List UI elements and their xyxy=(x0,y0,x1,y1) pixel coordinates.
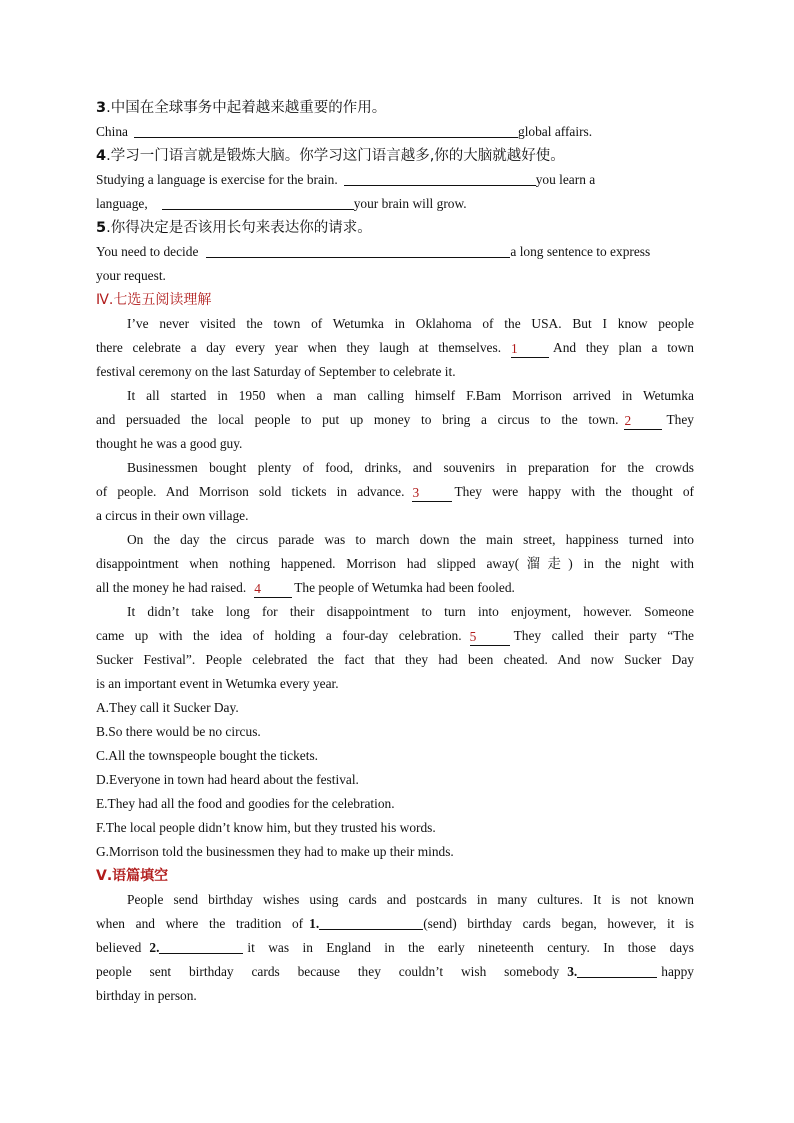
option-e: E.They had all the food and goodies for the celebration. xyxy=(96,796,395,811)
q5-chinese: 5.你得决定是否该用长句来表达你的请求。 xyxy=(96,220,372,236)
q4-chinese: 4.学习一门语言就是锻炼大脑。你学习这门语言越多,你的大脑就越好使。 xyxy=(96,148,565,164)
answer-blank-5[interactable]: 5 xyxy=(470,629,510,646)
cloze-line5: birthday in person. xyxy=(96,988,197,1003)
passage-p3-line2: of people. And Morrison sold tickets in advance. 3 They were happy with the thought of xyxy=(96,484,694,500)
passage-p3-line1: Businessmen bought plenty of food, drinks, and souvenirs in preparation for the crowds xyxy=(127,460,694,475)
q5-english-line1: You need to decide a long sentence to express xyxy=(96,244,651,259)
passage-p5-line2: came up with the idea of holding a four-day celebration. 5 They called their party “The xyxy=(96,628,694,644)
answer-blank-1[interactable]: 1 xyxy=(511,341,549,358)
cloze-line1: People send birthday wishes using cards and postcards in many cultures. It is not known xyxy=(127,892,694,907)
passage-p2-line1: It all started in 1950 when a man calling himself F.Bam Morrison arrived in Wetumka xyxy=(127,388,694,403)
section-4-title: Ⅳ.七选五阅读理解 xyxy=(96,292,212,308)
worksheet-page xyxy=(96,96,694,1008)
q4-answer-blank-1[interactable] xyxy=(344,170,536,186)
option-d: D.Everyone in town had heard about the festival. xyxy=(96,772,359,787)
option-f: F.The local people didn’t know him, but they trusted his words. xyxy=(96,820,436,835)
section-5-title: Ⅴ.语篇填空 xyxy=(96,868,169,884)
passage-p1-line3: festival ceremony on the last Saturday of September to celebrate it. xyxy=(96,364,456,379)
q4-english-line2: language, your brain will grow. xyxy=(96,196,467,211)
passage-p4-line3: all the money he had raised. 4 The people of Wetumka had been fooled. xyxy=(96,580,515,596)
answer-blank-4[interactable]: 4 xyxy=(254,581,292,598)
option-b: B.So there would be no circus. xyxy=(96,724,261,739)
cloze-blank-1[interactable] xyxy=(319,914,423,930)
passage-p1-line2: there celebrate a day every year when they laugh at themselves. 1 And they plan a town xyxy=(96,340,694,356)
option-c: C.All the townspeople bought the tickets. xyxy=(96,748,319,763)
passage-p2-line3: thought he was a good guy. xyxy=(96,436,243,451)
q3-answer-blank[interactable] xyxy=(134,122,518,138)
answer-blank-3[interactable]: 3 xyxy=(412,485,452,502)
q5-english-line2: your request. xyxy=(96,268,166,283)
passage-p4-line1: On the day the circus parade was to march down the main street, happiness turned into xyxy=(127,532,694,547)
answer-blank-2[interactable]: 2 xyxy=(624,413,662,430)
option-a: A.They call it Sucker Day. xyxy=(96,700,239,715)
cloze-blank-3[interactable] xyxy=(577,962,657,978)
q5-answer-blank[interactable] xyxy=(206,242,510,258)
q4-answer-blank-2[interactable] xyxy=(162,194,354,210)
cloze-blank-2[interactable] xyxy=(159,938,243,954)
passage-p1-line1: I’ve never visited the town of Wetumka in Oklahoma of the USA. But I know people xyxy=(127,316,694,331)
passage-p4-line2: disappointment when nothing happened. Morrison had slipped away(溜走) in the night with xyxy=(96,556,694,571)
q3-english: China global affairs. xyxy=(96,124,593,139)
q4-english-line1: Studying a language is exercise for the brain. you learn a xyxy=(96,172,596,187)
passage-p5-line4: is an important event in Wetumka every year. xyxy=(96,676,339,691)
cloze-line4: people sent birthday cards because they couldn’t wish somebody 3. happy xyxy=(96,964,694,979)
q3-chinese: 3.中国在全球事务中起着越来越重要的作用。 xyxy=(96,100,387,116)
passage-p2-line2: and persuaded the local people to put up money to bring a circus to the town. 2 They xyxy=(96,412,694,428)
passage-p5-line3: Sucker Festival”. People celebrated the fact that they had been cheated. And now Sucker Day xyxy=(96,652,694,667)
cloze-line3: believed 2. it was in England in the early nineteenth century. In those days xyxy=(96,940,694,955)
passage-p3-line3: a circus in their own village. xyxy=(96,508,249,523)
cloze-line2: when and where the tradition of 1. (send) birthday cards began, however, it is xyxy=(96,916,694,931)
option-g: G.Morrison told the businessmen they had to make up their minds. xyxy=(96,844,454,859)
passage-p5-line1: It didn’t take long for their disappointment to turn into enjoyment, however. Someone xyxy=(127,604,694,619)
